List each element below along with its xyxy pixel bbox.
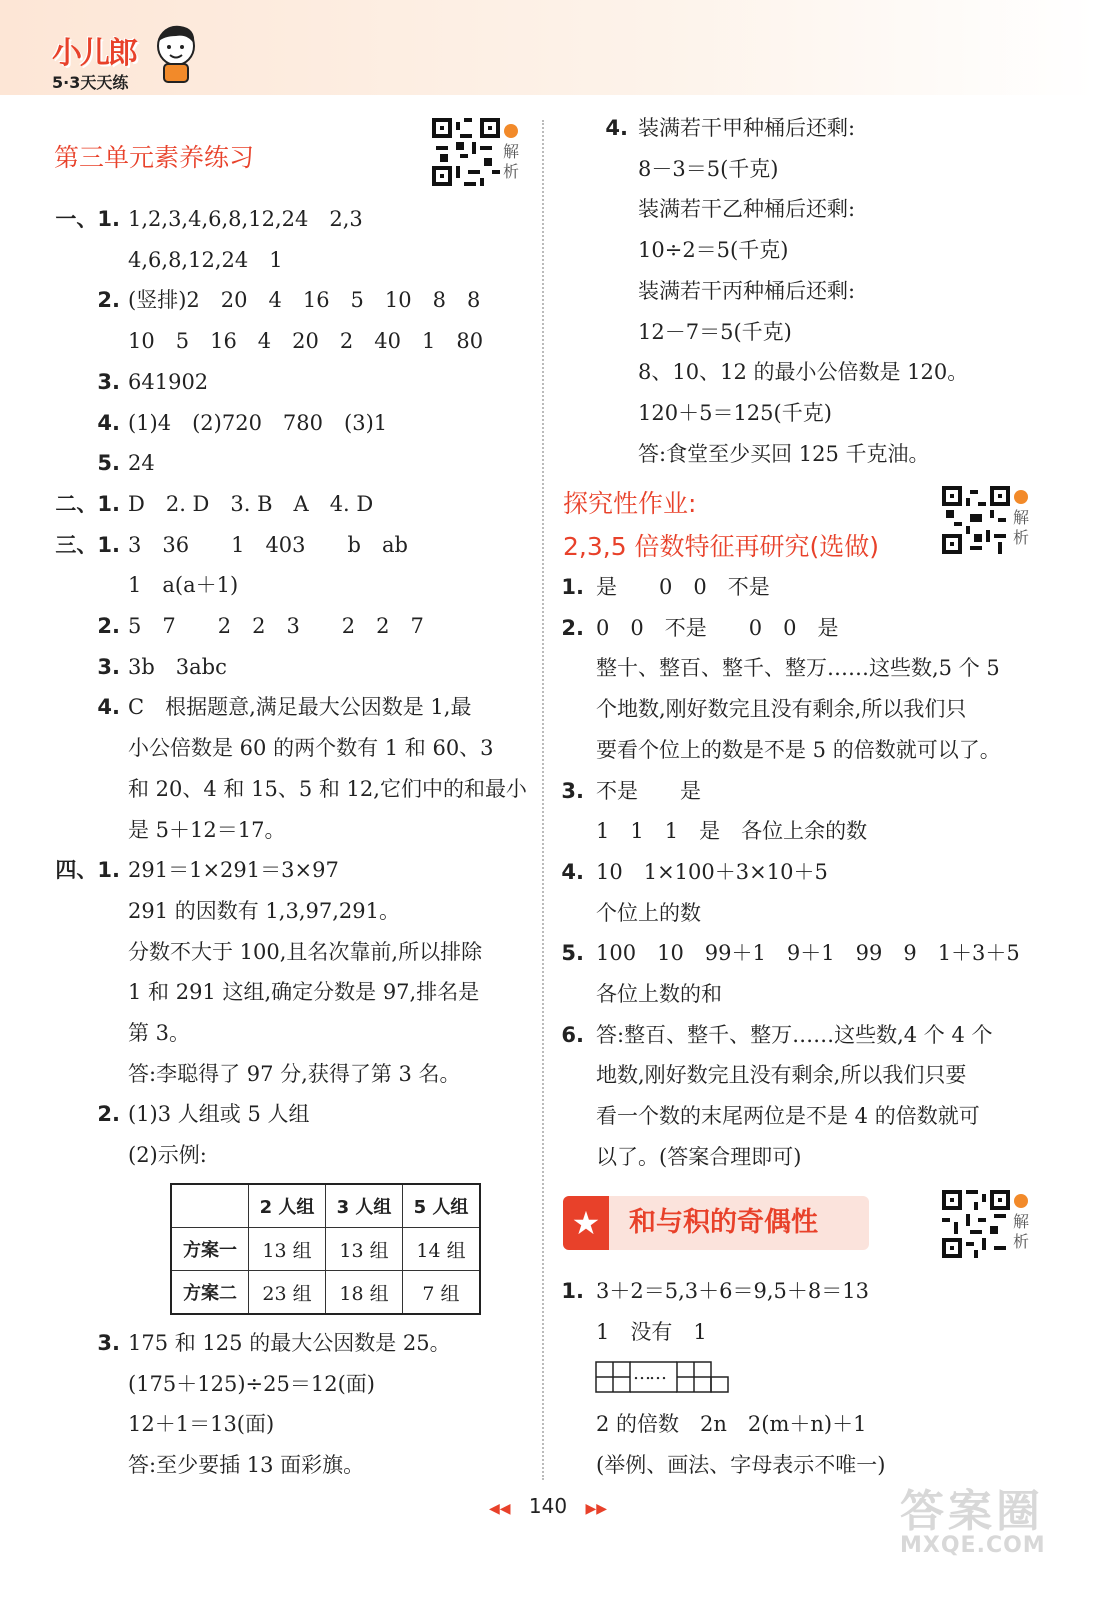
grid-ellipsis: …… — [633, 1363, 665, 1384]
answer-line: 641902 — [128, 369, 209, 394]
answer-line: 175 和 125 的最大公因数是 25。 — [128, 1331, 451, 1355]
question-number: 2. — [561, 615, 584, 640]
answer-line: C 根据题意,满足最大公因数是 1,最 — [128, 695, 472, 720]
answer-line: 答:整百、整千、整万……这些数,4 个 4 个 — [596, 1022, 993, 1047]
answer-line: 装满若干丙种桶后还剩: — [638, 278, 856, 303]
banner-title: 和与积的奇偶性 — [629, 1207, 818, 1238]
column-divider — [542, 120, 544, 1480]
answer-line: 24 — [128, 451, 155, 476]
answer-line: 小公倍数是 60 的两个数有 1 和 60、3 — [128, 736, 494, 761]
table-cell: 14 组 — [403, 1228, 481, 1271]
answer-line: 个地数,刚好数完且没有剩余,所以我们只 — [596, 697, 967, 722]
answer-line: 0 0 不是 0 0 是 — [596, 615, 839, 640]
question-number: 5. — [97, 451, 120, 476]
table-header-cell — [171, 1184, 249, 1228]
logo-subtitle: 5·3天天练 — [52, 73, 129, 92]
answer-line: 12＋1＝13(面) — [128, 1412, 275, 1437]
qr-label: 解析 — [503, 142, 520, 181]
answer-table — [170, 1183, 481, 1315]
qr-code-icon[interactable] — [432, 118, 500, 186]
table-row — [171, 1228, 480, 1271]
watermark — [900, 1475, 1046, 1558]
answer-line: 291 的因数有 1,3,97,291。 — [128, 898, 400, 923]
answer-line: 1 a(a＋1) — [128, 573, 239, 598]
question-number: 4. — [561, 859, 584, 884]
question-number: 3. — [97, 1331, 120, 1355]
table-cell: 7 组 — [403, 1271, 481, 1315]
answer-line: (175＋125)÷25＝12(面) — [128, 1371, 375, 1396]
qr-label: 解析 — [1013, 508, 1030, 547]
table-cell: 18 组 — [326, 1271, 403, 1315]
star-icon: ★ — [563, 1196, 609, 1250]
section-subtitle-inquiry: 2,3,5 倍数特征再研究(选做) — [563, 532, 880, 561]
table-row-label: 方案一 — [171, 1228, 249, 1271]
answer-line: 10 5 16 4 20 2 40 1 80 — [128, 329, 484, 354]
watermark-line1: 答案圈 — [900, 1486, 1044, 1537]
section-title-unit3: 第三单元素养练习 — [54, 143, 255, 172]
answer-line: 12－7＝5(千克) — [638, 319, 792, 344]
answer-line: 3 36 1 403 b ab — [128, 532, 408, 557]
table-cell: 23 组 — [249, 1271, 326, 1315]
answer-line: (1)4 (2)720 780 (3)1 — [128, 410, 388, 435]
watermark-line2: MXQE.COM — [900, 1533, 1046, 1558]
answer-line: 答:李聪得了 97 分,获得了第 3 名。 — [128, 1061, 461, 1086]
answer-line: 是 5＋12＝17。 — [128, 817, 286, 842]
answer-line: 10÷2＝5(千克) — [638, 238, 789, 263]
play-icon — [1014, 1194, 1028, 1208]
answer-line: 100 10 99＋1 9＋1 99 9 1＋3＋5 — [596, 941, 1020, 966]
play-icon — [504, 124, 518, 138]
page-number: 140 — [528, 1494, 568, 1518]
question-number: 1. — [561, 1279, 584, 1303]
answer-line: 分数不大于 100,且名次靠前,所以排除 — [128, 939, 483, 964]
answer-line: 各位上数的和 — [596, 982, 722, 1006]
answer-line: 4,6,8,12,24 1 — [128, 247, 283, 272]
question-number: 2. — [97, 288, 120, 313]
answer-line: 1 和 291 这组,确定分数是 97,排名是 — [128, 980, 480, 1005]
play-icon — [1014, 490, 1028, 504]
answer-line: 3＋2＝5,3＋6＝9,5＋8＝13 — [596, 1279, 869, 1303]
answer-line: 1,2,3,4,6,8,12,24 2,3 — [128, 207, 363, 231]
qr-code-icon[interactable] — [942, 486, 1010, 554]
square-grid-drawing — [595, 1361, 730, 1393]
answer-line: 120＋5＝125(千克) — [638, 400, 832, 425]
answer-line: 2 的倍数 2n 2(m＋n)＋1 — [596, 1412, 867, 1436]
table-header-cell: 2 人组 — [249, 1184, 326, 1228]
question-number: 1. — [561, 575, 584, 599]
mascot-icon — [150, 22, 202, 84]
question-number: 5. — [561, 941, 584, 966]
answer-line: 答:食堂至少买回 125 千克油。 — [638, 441, 930, 466]
answer-line: 5 7 2 2 3 2 2 7 — [128, 614, 424, 638]
table-row-label: 方案二 — [171, 1271, 249, 1315]
question-number: 2. — [97, 1102, 120, 1127]
question-number: 4. — [605, 116, 628, 140]
answer-line: 10 1×100＋3×10＋5 — [596, 859, 828, 884]
table-cell: 13 组 — [326, 1228, 403, 1271]
table-header-row — [171, 1184, 480, 1228]
question-number: 3. — [561, 778, 584, 803]
answer-line: 8、10、12 的最小公倍数是 120。 — [638, 360, 969, 385]
question-number: 一、1. — [55, 207, 120, 231]
question-number: 四、1. — [55, 858, 120, 883]
answer-line: 地数,刚好数完且没有剩余,所以我们只要 — [596, 1063, 967, 1088]
prev-arrows-icon: ◀◀ — [489, 1501, 511, 1517]
question-number: 3. — [97, 654, 120, 679]
table-header-cell: 5 人组 — [403, 1184, 481, 1228]
answer-line: 装满若干乙种桶后还剩: — [638, 197, 856, 222]
answer-line: D 2. D 3. B A 4. D — [128, 491, 374, 516]
section-banner-parity — [563, 1196, 869, 1250]
answer-line: 个位上的数 — [596, 900, 701, 925]
table-header-cell: 3 人组 — [326, 1184, 403, 1228]
answer-line: 以了。(答案合理即可) — [596, 1144, 802, 1169]
question-number: 6. — [561, 1022, 584, 1047]
answer-line: 要看个位上的数是不是 5 的倍数就可以了。 — [596, 737, 1001, 762]
table-row — [171, 1271, 480, 1315]
answer-line: 整十、整百、整千、整万……这些数,5 个 5 — [596, 656, 1000, 681]
answer-line: (1)3 人组或 5 人组 — [128, 1102, 310, 1127]
qr-code-icon[interactable] — [942, 1190, 1010, 1258]
answer-line: (举例、画法、字母表示不唯一) — [596, 1452, 886, 1477]
answer-line: 和 20、4 和 15、5 和 12,它们中的和最小 — [128, 776, 527, 801]
logo-title: 小儿郎 — [52, 36, 136, 71]
question-number: 三、1. — [55, 532, 120, 557]
table-cell: 13 组 — [249, 1228, 326, 1271]
question-number: 4. — [97, 695, 120, 720]
answer-line: 1 1 1 是 各位上余的数 — [596, 819, 868, 844]
answer-line: 8－3＝5(千克) — [638, 156, 779, 181]
answer-line: 装满若干甲种桶后还剩: — [638, 116, 856, 140]
answer-line: 不是 是 — [596, 778, 701, 803]
answer-line: (竖排)2 20 4 16 5 10 8 8 — [128, 288, 481, 313]
next-arrows-icon: ▶▶ — [585, 1501, 607, 1517]
answer-line: 291＝1×291＝3×97 — [128, 858, 339, 883]
question-number: 二、1. — [55, 491, 120, 516]
answer-line: (2)示例: — [128, 1143, 207, 1168]
answer-line: 第 3。 — [128, 1021, 191, 1045]
question-number: 3. — [97, 369, 120, 394]
section-title-inquiry: 探究性作业: — [563, 489, 697, 518]
question-number: 2. — [97, 614, 120, 638]
answer-line: 是 0 0 不是 — [596, 575, 770, 599]
answer-line: 看一个数的末尾两位是不是 4 的倍数就可 — [596, 1104, 980, 1129]
answer-line: 3b 3abc — [128, 654, 227, 679]
qr-label: 解析 — [1013, 1212, 1030, 1251]
answer-line: 1 没有 1 — [596, 1319, 707, 1344]
question-number: 4. — [97, 410, 120, 435]
answer-line: 答:至少要插 13 面彩旗。 — [128, 1453, 365, 1478]
brand-logo — [52, 28, 136, 93]
